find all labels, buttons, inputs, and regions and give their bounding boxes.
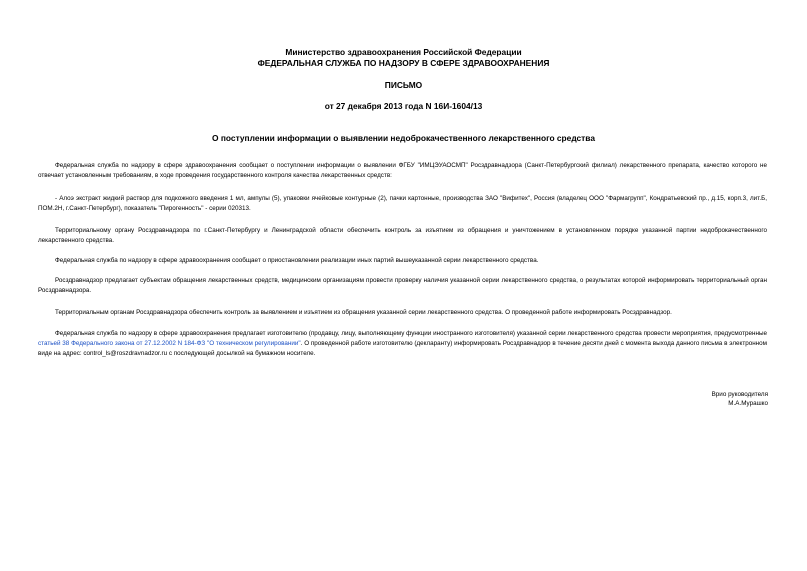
paragraph-1: Федеральная служба по надзору в сфере здравоохранения сообщает о поступлении информации о выявлении ФГБУ "ИМЦЭУАОСМП" Росздравнадзора (Санкт-Петербургский филиал) лекарственного препарата, качество которого не отвечает установленным требованиям, в ходе проведения государственного контроля качества лекарственных средств: (38, 162, 767, 179)
law-reference-link[interactable]: статьей 38 Федерального закона от 27.12.2002 N 184-ФЗ "О техническом регулировании" (38, 340, 301, 347)
service-title: ФЕДЕРАЛЬНАЯ СЛУЖБА ПО НАДЗОРУ В СФЕРЕ ЗДРАВООХРАНЕНИЯ (257, 58, 550, 68)
signature-name: М.А.Мурашко (728, 400, 768, 407)
paragraph-7-text-end: . О проведенной работе изготовителю (декларанту) информировать Росздравнадзор в течение десяти дней с момента выхода данного письма в электронном виде на адрес: control_ls@roszdravnadzor.ru с последующей досылкой на бумажном носителе. (38, 340, 767, 357)
paragraph-6: Территориальным органам Росздравнадзора обеспечить контроль за выявлением и изъятием из обращения указанной серии лекарственного средства. О проведенной работе информировать Росздравнадзор. (55, 309, 672, 316)
signature-position: Врио руководителя (711, 391, 768, 398)
paragraph-2: - Алоэ экстракт жидкий раствор для подкожного введения 1 мл, ампулы (5), упаковки ячейковые контурные (2), пачки картонные, производства ЗАО "Вифитех", Россия (владелец ООО "Фармагрупп", Кондратьевский пр., д.15, корп.3, лит.Б, ПОМ.2Н, г.Санкт-Петербург), показатель "Пирогенность" - серии 020313. (38, 195, 767, 212)
paragraph-5: Росздравнадзор предлагает субъектам обращения лекарственных средств, медицинским организациям провести проверку наличия указанной серии лекарственного средства, о результатах которой информировать территориальный орган Росздравнадзора. (38, 277, 767, 294)
paragraph-7 (38, 329, 767, 359)
ministry-title: Министерство здравоохранения Российской Федерации (285, 47, 522, 57)
paragraph-4: Федеральная служба по надзору в сфере здравоохранения сообщает о приостановлении реализации иных партий вышеуказанной серии лекарственного средства. (55, 257, 539, 264)
document-date-number: от 27 декабря 2013 года N 16И-1604/13 (324, 101, 483, 111)
paragraph-7-text-start: Федеральная служба по надзору в сфере здравоохранения предлагает изготовителю (продавцу, лицу, выполняющему функции иностранного изготовителя) указанной серии лекарственного средства провести мероприятия, предусмотренные (55, 330, 767, 337)
paragraph-3: Территориальному органу Росздравнадзора по г.Санкт-Петербургу и Ленинградской области обеспечить контроль за изъятием из обращения и уничтожением в установленном порядке указанной партии недоброкачественного лекарственного средства. (38, 227, 767, 244)
document-type: ПИСЬМО (384, 80, 423, 90)
document-subject: О поступлении информации о выявлении недоброкачественного лекарственного средства (212, 133, 595, 143)
